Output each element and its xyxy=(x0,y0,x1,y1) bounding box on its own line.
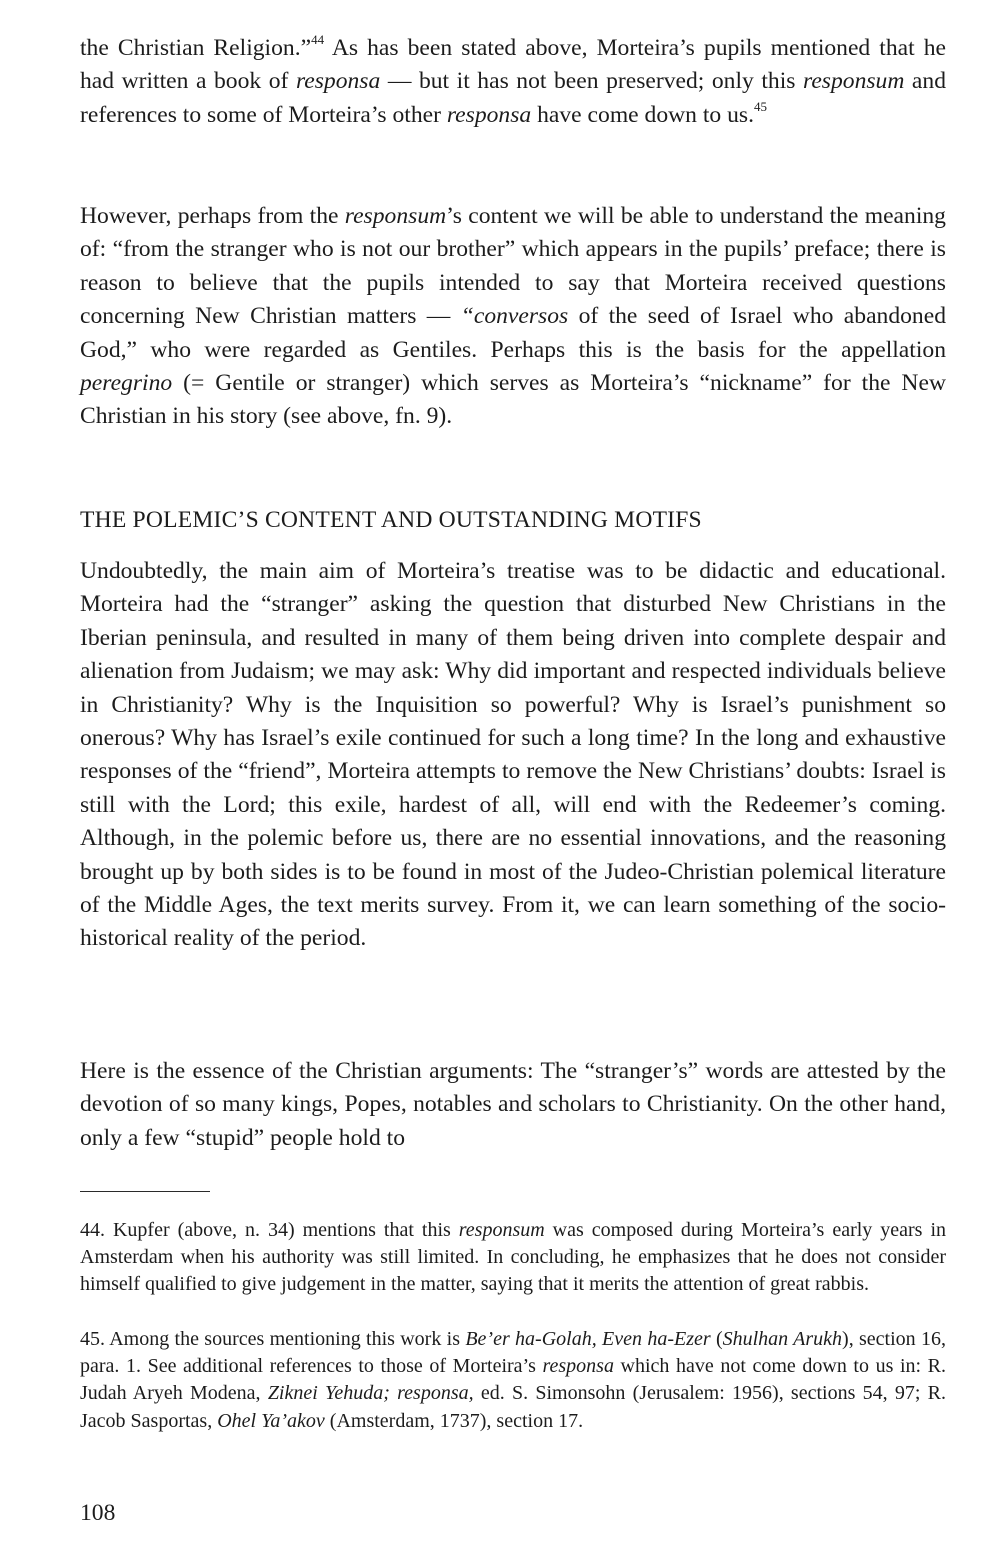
text-run: However, perhaps from the xyxy=(80,203,345,229)
italic-term: responsum xyxy=(803,68,905,95)
text-run: was composed during Morteira’s early years in Amsterdam when his authority was still limited. In concluding, he emphasizes that he does not consider himself qualified to give judgement in the matter, saying that it merits the attention of great rabbis. xyxy=(80,1219,946,1296)
footnote-45 xyxy=(80,1326,946,1435)
text-run: of the seed of Israel who abandoned God,” who were regarded as Gentiles. Perhaps this is the basis for the appellation xyxy=(80,303,946,363)
text-run: 44. Kupfer (above, n. 34) mentions that this xyxy=(80,1219,459,1241)
text-run: As has been stated above, Morteira’s pupils mentioned that he had written a book of xyxy=(80,35,946,95)
text-run: (= Gentile or stranger) which serves as Morteira’s “nickname” for the New Christian in his story (see above, fn. 9). xyxy=(80,370,946,430)
text-run: 45. Among the sources mentioning this work is xyxy=(80,1328,466,1350)
text-run: and references to some of Morteira’s other xyxy=(80,68,947,128)
italic-term: responsa xyxy=(295,68,381,95)
text-run: ( xyxy=(710,1328,723,1350)
page-number: 108 xyxy=(80,1500,116,1526)
text-run: ), section 16, para. 1. See additional references to those of Morteira’s xyxy=(80,1328,946,1378)
italic-term: responsum xyxy=(458,1219,545,1241)
text-run: which have not come down to us in: R. Judah Aryeh Modena, xyxy=(80,1355,946,1405)
italic-term: Ziknei Yehuda; responsa, xyxy=(267,1382,474,1405)
footnote-separator xyxy=(80,1191,210,1192)
body-paragraph xyxy=(80,32,946,132)
footnote-44 xyxy=(80,1217,946,1299)
italic-term: responsa xyxy=(542,1355,614,1378)
footnote-reference: 44 xyxy=(311,32,325,48)
italic-term: “conversos xyxy=(460,303,569,330)
body-paragraph: Here is the essence of the Christian arguments: The “stranger’s” words are attested by the devotion of so many kings, Popes, notables and scholars to Christianity. On the other hand, only a few “stupid” people hold to xyxy=(80,1058,946,1151)
italic-term: Ohel Ya’akov xyxy=(217,1409,325,1432)
italic-term: Be’er ha-Golah, Even ha-Ezer xyxy=(465,1328,711,1350)
body-paragraph: Undoubtedly, the main aim of Morteira’s treatise was to be didactic and educational. Morteira had the “stranger” asking the question that disturbed New Christians in the Iberian peninsula, and resulted in many of them being driven into complete despair and alienation from Judaism; we may ask: Why did important and respected individuals believe in Christianity? Why is the Inquisition so powerful? Why is Israel’s punishment so onerous? Why has Israel’s exile continued for such a long time? In the long and exhaustive responses of the “friend”, Morteira attempts to remove the New Christians’ doubts: Israel is still with the Lord; this exile, hardest of all, will end with the Redeemer’s coming. Although, in the polemic before us, there are no essential innovations, and the reasoning brought up by both sides is to be found in most of the Judeo-Christian polemical literature of the Middle Ages, the text merits survey. From it, we can learn something of the socio-historical reality of the period. xyxy=(80,558,946,952)
italic-term: peregrino xyxy=(80,370,173,397)
text-run: have come down to us. xyxy=(531,101,754,128)
text-run: (Amsterdam, 1737), section 17. xyxy=(324,1409,584,1432)
body-paragraph xyxy=(80,200,946,434)
text-run: — but it has not been preserved; only this xyxy=(380,68,804,95)
text-run: ’s content we will be able to understand the meaning of: “from the stranger who is not our brother” which appears in the pupils’ preface; there is reason to believe that the pupils intended to say that Morteira received questions concerning New Christian matters — xyxy=(80,203,946,330)
text-run: ed. S. Simonsohn (Jerusalem: 1956), sections 54, 97; R. Jacob Sasportas, xyxy=(80,1382,946,1432)
section-heading: THE POLEMIC’S CONTENT AND OUTSTANDING MOTIFS xyxy=(80,507,702,533)
footnote-reference: 45 xyxy=(754,98,767,114)
italic-term: Shulhan Arukh xyxy=(722,1328,843,1350)
text-run: the Christian Religion.” xyxy=(80,35,312,61)
italic-term: responsa xyxy=(446,101,532,128)
italic-term: responsum xyxy=(344,203,447,229)
